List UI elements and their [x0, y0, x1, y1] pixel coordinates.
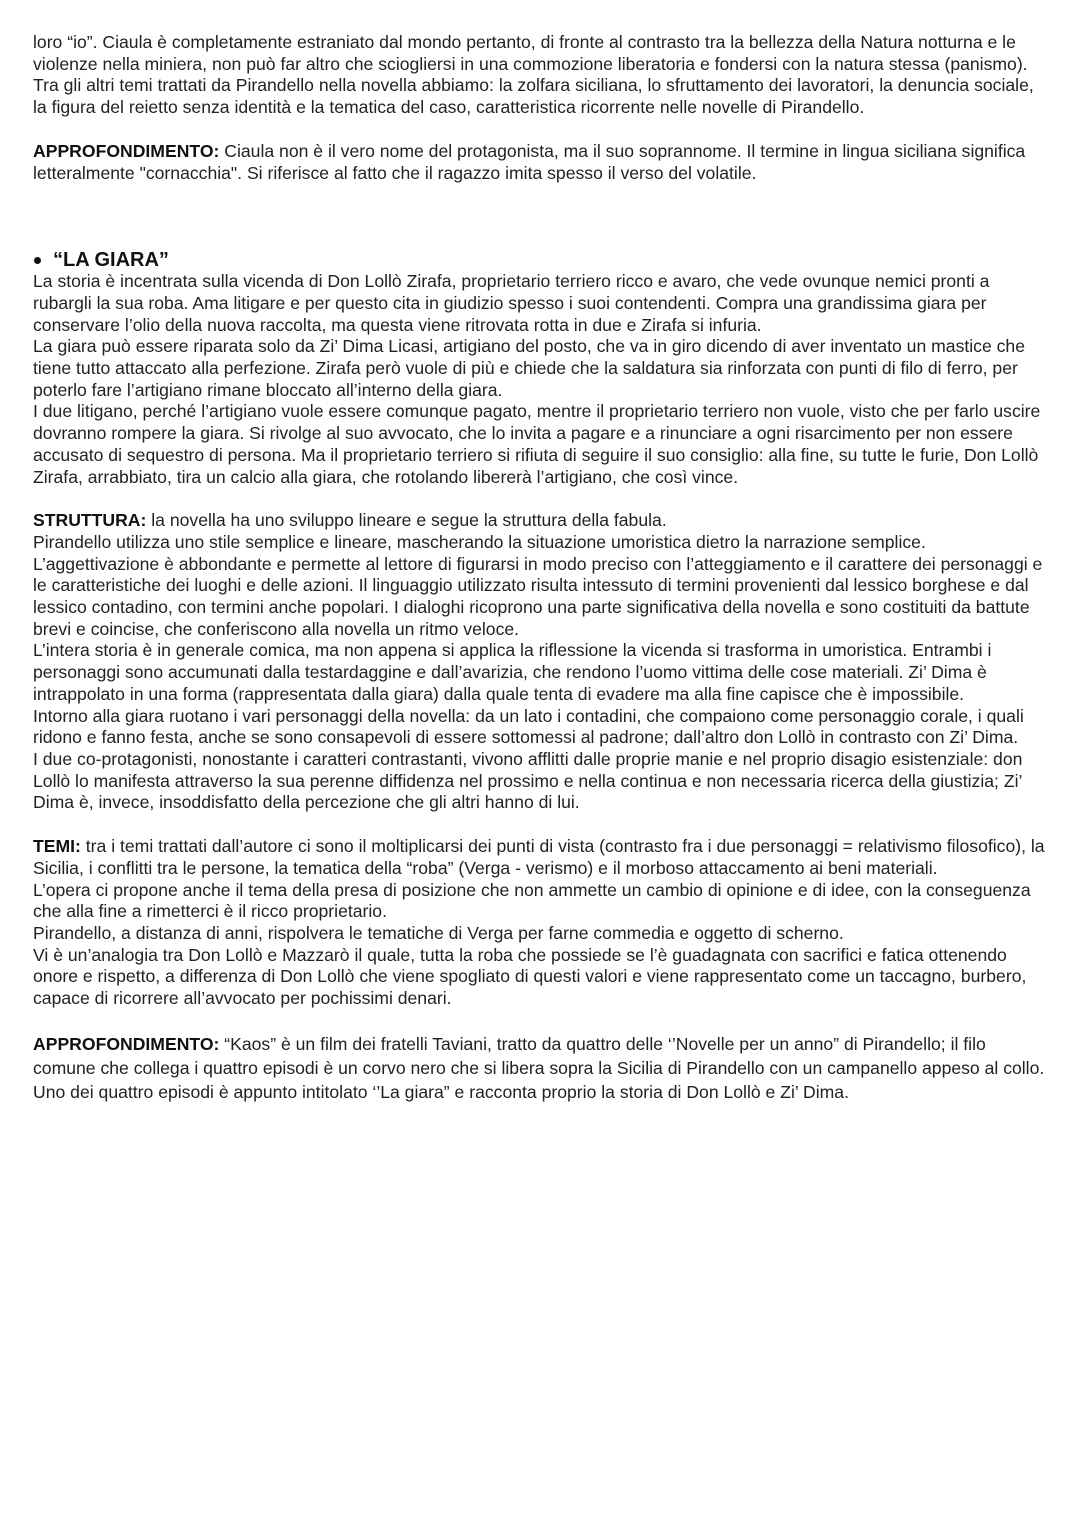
temi-paragraph: Pirandello, a distanza di anni, rispolvera le tematiche di Verga per farne commedia e oggetto di scherno.	[33, 922, 844, 943]
struttura-intro	[33, 510, 1046, 532]
temi-intro	[33, 836, 1046, 879]
struttura-paragraph: L’intera storia è in generale comica, ma non appena si applica la riflessione la vicenda si trasforma in umoristica. Entrambi i personaggi sono accumunati dalla testardaggine e dall’avarizia, che rendono l’uomo vittima delle cose materiali. Zi’ Dima è intrappolato in una forma (rappresentata dalla giara) dalla quale tenta di evadere ma alla fine capisce che è impossibile.	[33, 640, 992, 704]
approfondimento-text: “Kaos” è un film dei fratelli Taviani, tratto da quattro delle ‘’Novelle per un anno” di Pirandello; il filo comune che collega i quattro episodi è un corvo nero che si libera sopra la Sicilia di Pirandello con un campanello appeso al collo.	[33, 1033, 1045, 1078]
approfondimento-text: Ciaula non è il vero nome del protagonista, ma il suo soprannome. Il termine in lingua siciliana significa letteralmente "cornacchia". Si riferisce al fatto che il ragazzo imita spesso il verso del volatile.	[33, 140, 1026, 183]
section-title: “LA GIARA”	[53, 249, 169, 272]
ciaula-paragraph-2: Tra gli altri temi trattati da Pirandello nella novella abbiamo: la zolfara siciliana, lo sfruttamento dei lavoratori, la denuncia sociale, la figura del reietto senza identità e la tematica del caso, caratteristica ricorrente nelle novelle di Pirandello.	[33, 75, 1034, 118]
struttura-paragraph: I due co-protagonisti, nonostante i caratteri contrastanti, vivono afflitti dalle proprie manie e nel proprio disagio esistenziale: don Lollò lo manifesta attraverso la sua perenne diffidenza nel prossimo e nella continua e non necessaria ricerca della giustizia; Zi’ Dima è, invece, insoddisfatto della percezione che gli altri hanno di lui.	[33, 748, 1023, 813]
giara-approfondimento	[33, 1032, 1046, 1080]
struttura-label: STRUTTURA:	[33, 510, 147, 531]
approfondimento-label: APPROFONDIMENTO:	[33, 140, 220, 161]
temi-label: TEMI:	[33, 836, 81, 857]
giara-approfondimento-2: Uno dei quattro episodi è appunto intitolato ‘’La giara” e racconta proprio la storia di Don Lollò e Zi’ Dima.	[33, 1081, 849, 1102]
temi-intro-text: tra i temi trattati dall’autore ci sono il moltiplicarsi dei punti di vista (contrasto fra i due personaggi = relativismo filosofico), la Sicilia, i conflitti tra le persone, la tematica della “roba” (Verga - verismo) e il morboso attaccamento ai beni materiali.	[33, 836, 1045, 878]
bullet-icon	[34, 257, 41, 264]
ciaula-approfondimento	[33, 141, 1046, 184]
section-heading-la-giara	[33, 249, 1046, 271]
trama-paragraph: La giara può essere riparata solo da Zi’ Dima Licasi, artigiano del posto, che va in giro dicendo di aver inventato un mastice che tiene tutto attaccato alla perfezione. Zirafa però vuole di più e chiede che la saldatura sia rinforzata con punti di filo di ferro, per poterlo fare l’artigiano rimane bloccato all’interno della giara.	[33, 336, 1025, 400]
trama-paragraph: La storia è incentrata sulla vicenda di Don Lollò Zirafa, proprietario terriero ricco e avaro, che vede ovunque nemici pronti a rubargli la sua roba. Ama litigare e per questo cita in giudizio spesso i suoi contendenti. Compra una grandissima giara per conservare l’olio della nuova raccolta, ma questa viene ritrovata rotta in due e Zirafa si infuria.	[33, 271, 990, 335]
struttura-paragraph: Intorno alla giara ruotano i vari personaggi della novella: da un lato i contadini, che compaiono come personaggio corale, i quali ridono e fanno festa, anche se sono consapevoli di essere sottomessi al padrone; dall’altro don Lollò in contrasto con Zi’ Dima.	[33, 705, 1024, 748]
ciaula-paragraph-1: loro “io”. Ciaula è completamente estraniato dal mondo pertanto, di fronte al contrasto tra la bellezza della Natura notturna e le violenze nella miniera, non può far altro che sciogliersi in una commozione liberatoria e fondersi con la natura stessa (panismo).	[33, 32, 1028, 74]
trama-paragraph: I due litigano, perché l’artigiano vuole essere comunque pagato, mentre il proprietario terriero non vuole, visto che per farlo uscire dovranno rompere la giara. Si rivolge al suo avvocato, che lo invita a pagare e a rinunciare a ogni risarcimento per non essere accusato di sequestro di persona. Ma il proprietario terriero si rifiuta di seguire il suo consiglio: alla fine, su tutte le furie, Don Lollò Zirafa, arrabbiato, tira un calcio alla giara, che rotolando libererà l’artigiano, che così vince.	[33, 401, 1041, 487]
approfondimento-label: APPROFONDIMENTO:	[33, 1033, 220, 1054]
temi-paragraph: L’opera ci propone anche il tema della presa di posizione che non ammette un cambio di opinione e di idee, con la conseguenza che alla fine a rimetterci è il ricco proprietario.	[33, 879, 1031, 922]
temi-paragraph: Vi è un’analogia tra Don Lollò e Mazzarò il quale, tutta la roba che possiede se l’è guadagnata con sacrifici e fatica ottenendo onore e rispetto, a differenza di Don Lollò che viene spogliato di questi valori e viene rappresentato come un taccagno, burbero, capace di ricorrere all’avvocato per pochissimi denari.	[33, 944, 1027, 1009]
struttura-paragraph: Pirandello utilizza uno stile semplice e lineare, mascherando la situazione umoristica dietro la narrazione semplice. L’aggettivazione è abbondante e permette al lettore di figurarsi in modo preciso con l’atteggiamento e il carattere dei personaggi e le caratteristiche dei luoghi e delle azioni. Il linguaggio utilizzato risulta intessuto di termini provenienti dal lessico borghese e dal lessico contadino, con termini anche popolari. I dialoghi ricoprono una parte significativa della novella e sono costituiti da battute brevi e coincise, che conferiscono alla novella un ritmo veloce.	[33, 531, 1043, 639]
struttura-intro-text: la novella ha uno sviluppo lineare e segue la struttura della fabula.	[146, 510, 667, 531]
